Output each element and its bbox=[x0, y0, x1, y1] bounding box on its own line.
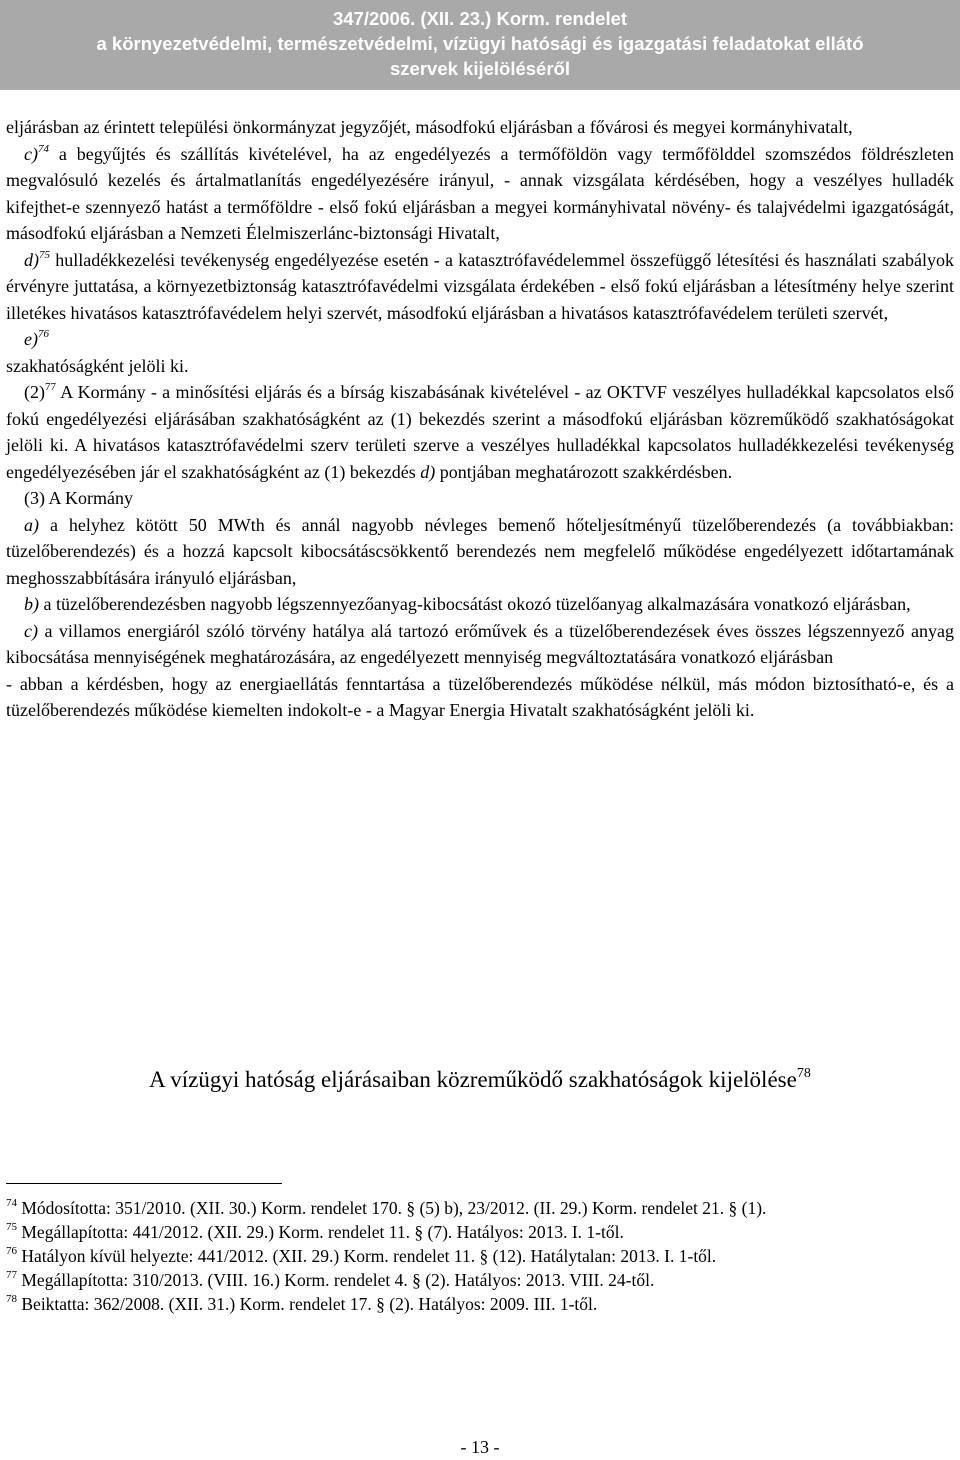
paragraph-point-c2 bbox=[6, 618, 954, 671]
point-text: a tüzelőberendezésben nagyobb légszennyezőanyag-kibocsátást okozó tüzelőanyag alkalmazására vonatkozó eljárásban, bbox=[39, 594, 911, 614]
point-text: hulladékkezelési tevékenység engedélyezése esetén - a katasztrófavédelemmel összefüggő létesítési és használati szabályok érvényre juttatása, a környezetbiztonság katasztrófavédelmi vizsgálata érdekében - első fokú eljárásban a létesítmény helye szerint illetékes hivatásos katasztrófavédelem helyi szervét, másodfokú eljárásban a hivatásos katasztrófavédelem területi szervét, bbox=[6, 249, 954, 323]
point-label: c) bbox=[24, 143, 38, 164]
footnote-item bbox=[6, 1220, 906, 1244]
footnote-item bbox=[6, 1244, 906, 1268]
point-label: e) bbox=[24, 329, 38, 349]
footnote-ref[interactable]: 77 bbox=[45, 381, 56, 393]
header-subtitle-line1: a környezetvédelmi, természetvédelmi, vízügyi hatósági és igazgatási feladatokat ellátó bbox=[96, 33, 864, 54]
footnote-text: Módosította: 351/2010. (XII. 30.) Korm. rendelet 170. § (5) b), 23/2012. (II. 29.) Korm. rendelet 21. § (1). bbox=[17, 1198, 767, 1218]
footnote-number: 76 bbox=[6, 1245, 17, 1258]
point-label: a) bbox=[24, 514, 39, 535]
footnote-number: 77 bbox=[6, 1269, 17, 1282]
footnote-item bbox=[6, 1292, 906, 1316]
footnote-item bbox=[6, 1196, 906, 1220]
footnote-ref[interactable]: 78 bbox=[796, 1066, 811, 1082]
section-heading-text: A vízügyi hatóság eljárásaiban közreműködő szakhatóságok kijelölése bbox=[149, 1067, 797, 1092]
footnote-text: Megállapította: 310/2013. (VIII. 16.) Korm. rendelet 4. § (2). Hatályos: 2013. VIII. 24-től. bbox=[17, 1270, 655, 1290]
point-text: a helyhez kötött 50 MWth és annál nagyobb névleges bemenő hőteljesítményű tüzelőberendezés (a továbbiakban: tüzelőberendezés) és a hozzá kapcsolt kibocsátáscsökkentő berendezés nem megfelelő működése engedélyezett időtartamának meghosszabbítására irányuló eljárásban, bbox=[6, 514, 954, 588]
footnote-number: 74 bbox=[6, 1197, 17, 1210]
footnote-text: Hatályon kívül helyezte: 441/2012. (XII. 29.) Korm. rendelet 11. § (12). Hatálytalan: 2013. I. 1-től. bbox=[17, 1246, 717, 1266]
point-label: c) bbox=[24, 620, 38, 641]
point-label: b) bbox=[24, 594, 39, 614]
paragraph-point-b bbox=[6, 591, 954, 618]
paragraph-point-e bbox=[6, 326, 954, 353]
footnote-number: 75 bbox=[6, 1221, 17, 1234]
section-text: A Kormány - a minősítési eljárás és a bírság kiszabásának kivételével - az OKTVF veszélyes hulladékkal kapcsolatos első fokú engedélyezési eljárásában szakhatóságként az (1) bekezdés szerint a másodfokú eljárásban közreműködő szakhatóságokat jelöli ki. A hivatásos katasztrófavédelmi szerv területi szerve a veszélyes hulladékkal kapcsolatos hulladékkezelési tevékenység engedélyezésében jár el szakhatóságként az (1) bekezdés bbox=[6, 382, 954, 482]
header-title: 347/2006. (XII. 23.) Korm. rendelet bbox=[332, 8, 628, 29]
paragraph-point-c bbox=[6, 141, 954, 247]
footnote-ref[interactable]: 75 bbox=[39, 248, 50, 261]
paragraph-section-3: (3) A Kormány bbox=[24, 488, 133, 508]
point-text: a villamos energiáról szóló törvény hatálya alá tartozó erőművek és a tüzelőberendezések éves összes légszennyező anyag kibocsátása mennyiségének meghatározására, az engedélyezett mennyiség megváltoztatására vonatkozó eljárásban bbox=[6, 620, 954, 667]
point-text: a begyűjtés és szállítás kivételével, ha az engedélyezés a termőföldön vagy termőfölddel szomszédos földrészleten megvalósuló kezelés és ártalmatlanítás engedélyezésére irányul, - annak vizsgálata kérdésében, hogy a veszélyes hulladék kifejthet-e szennyező hatást a termőföldre - első fokú eljárásban a megyei kormányhivatal növény- és talajvédelmi igazgatóságát, másodfokú eljárásban a Nemzeti Élelmiszerlánc-biztonsági Hivatalt, bbox=[6, 143, 954, 243]
paragraph-final: - abban a kérdésben, hogy az energiaellátás fenntartása a tüzelőberendezés működése nélkül, más módon biztosítható-e, és a tüzelőberendezés működése kiemelten indokolt-e - a Magyar Energia Hivatalt szakhatóságként jelöli ki. bbox=[6, 673, 954, 720]
paragraph-continuation: eljárásban az érintett települési önkormányzat jegyzőjét, másodfokú eljárásban a fővárosi és megyei kormányhivatalt, bbox=[6, 117, 853, 137]
section-number: (2) bbox=[24, 382, 45, 402]
page-number: - 13 - bbox=[460, 1437, 500, 1457]
page-header bbox=[0, 0, 960, 90]
footnote-divider bbox=[6, 1183, 282, 1184]
footnote-number: 78 bbox=[6, 1293, 17, 1306]
section-text-end: pontjában meghatározott szakkérdésben. bbox=[435, 461, 733, 482]
header-subtitle-line2: szervek kijelöléséről bbox=[390, 58, 570, 79]
document-body bbox=[6, 114, 954, 724]
paragraph-closing: szakhatóságként jelöli ki. bbox=[6, 355, 189, 376]
footnote-text: Beiktatta: 362/2008. (XII. 31.) Korm. rendelet 17. § (2). Hatályos: 2009. III. 1-től. bbox=[17, 1294, 598, 1314]
point-reference: d) bbox=[420, 461, 436, 482]
footnote-ref[interactable]: 74 bbox=[37, 142, 49, 155]
footnote-text: Megállapította: 441/2012. (XII. 29.) Korm. rendelet 11. § (7). Hatályos: 2013. I. 1-től. bbox=[17, 1222, 624, 1242]
footnote-ref[interactable]: 76 bbox=[37, 328, 49, 340]
paragraph-point-d bbox=[6, 247, 954, 327]
point-label: d) bbox=[24, 249, 39, 270]
paragraph-section-2 bbox=[6, 379, 954, 485]
section-heading bbox=[0, 1066, 960, 1094]
footnotes bbox=[6, 1196, 906, 1316]
footnote-item bbox=[6, 1268, 906, 1292]
paragraph-point-a bbox=[6, 512, 954, 592]
